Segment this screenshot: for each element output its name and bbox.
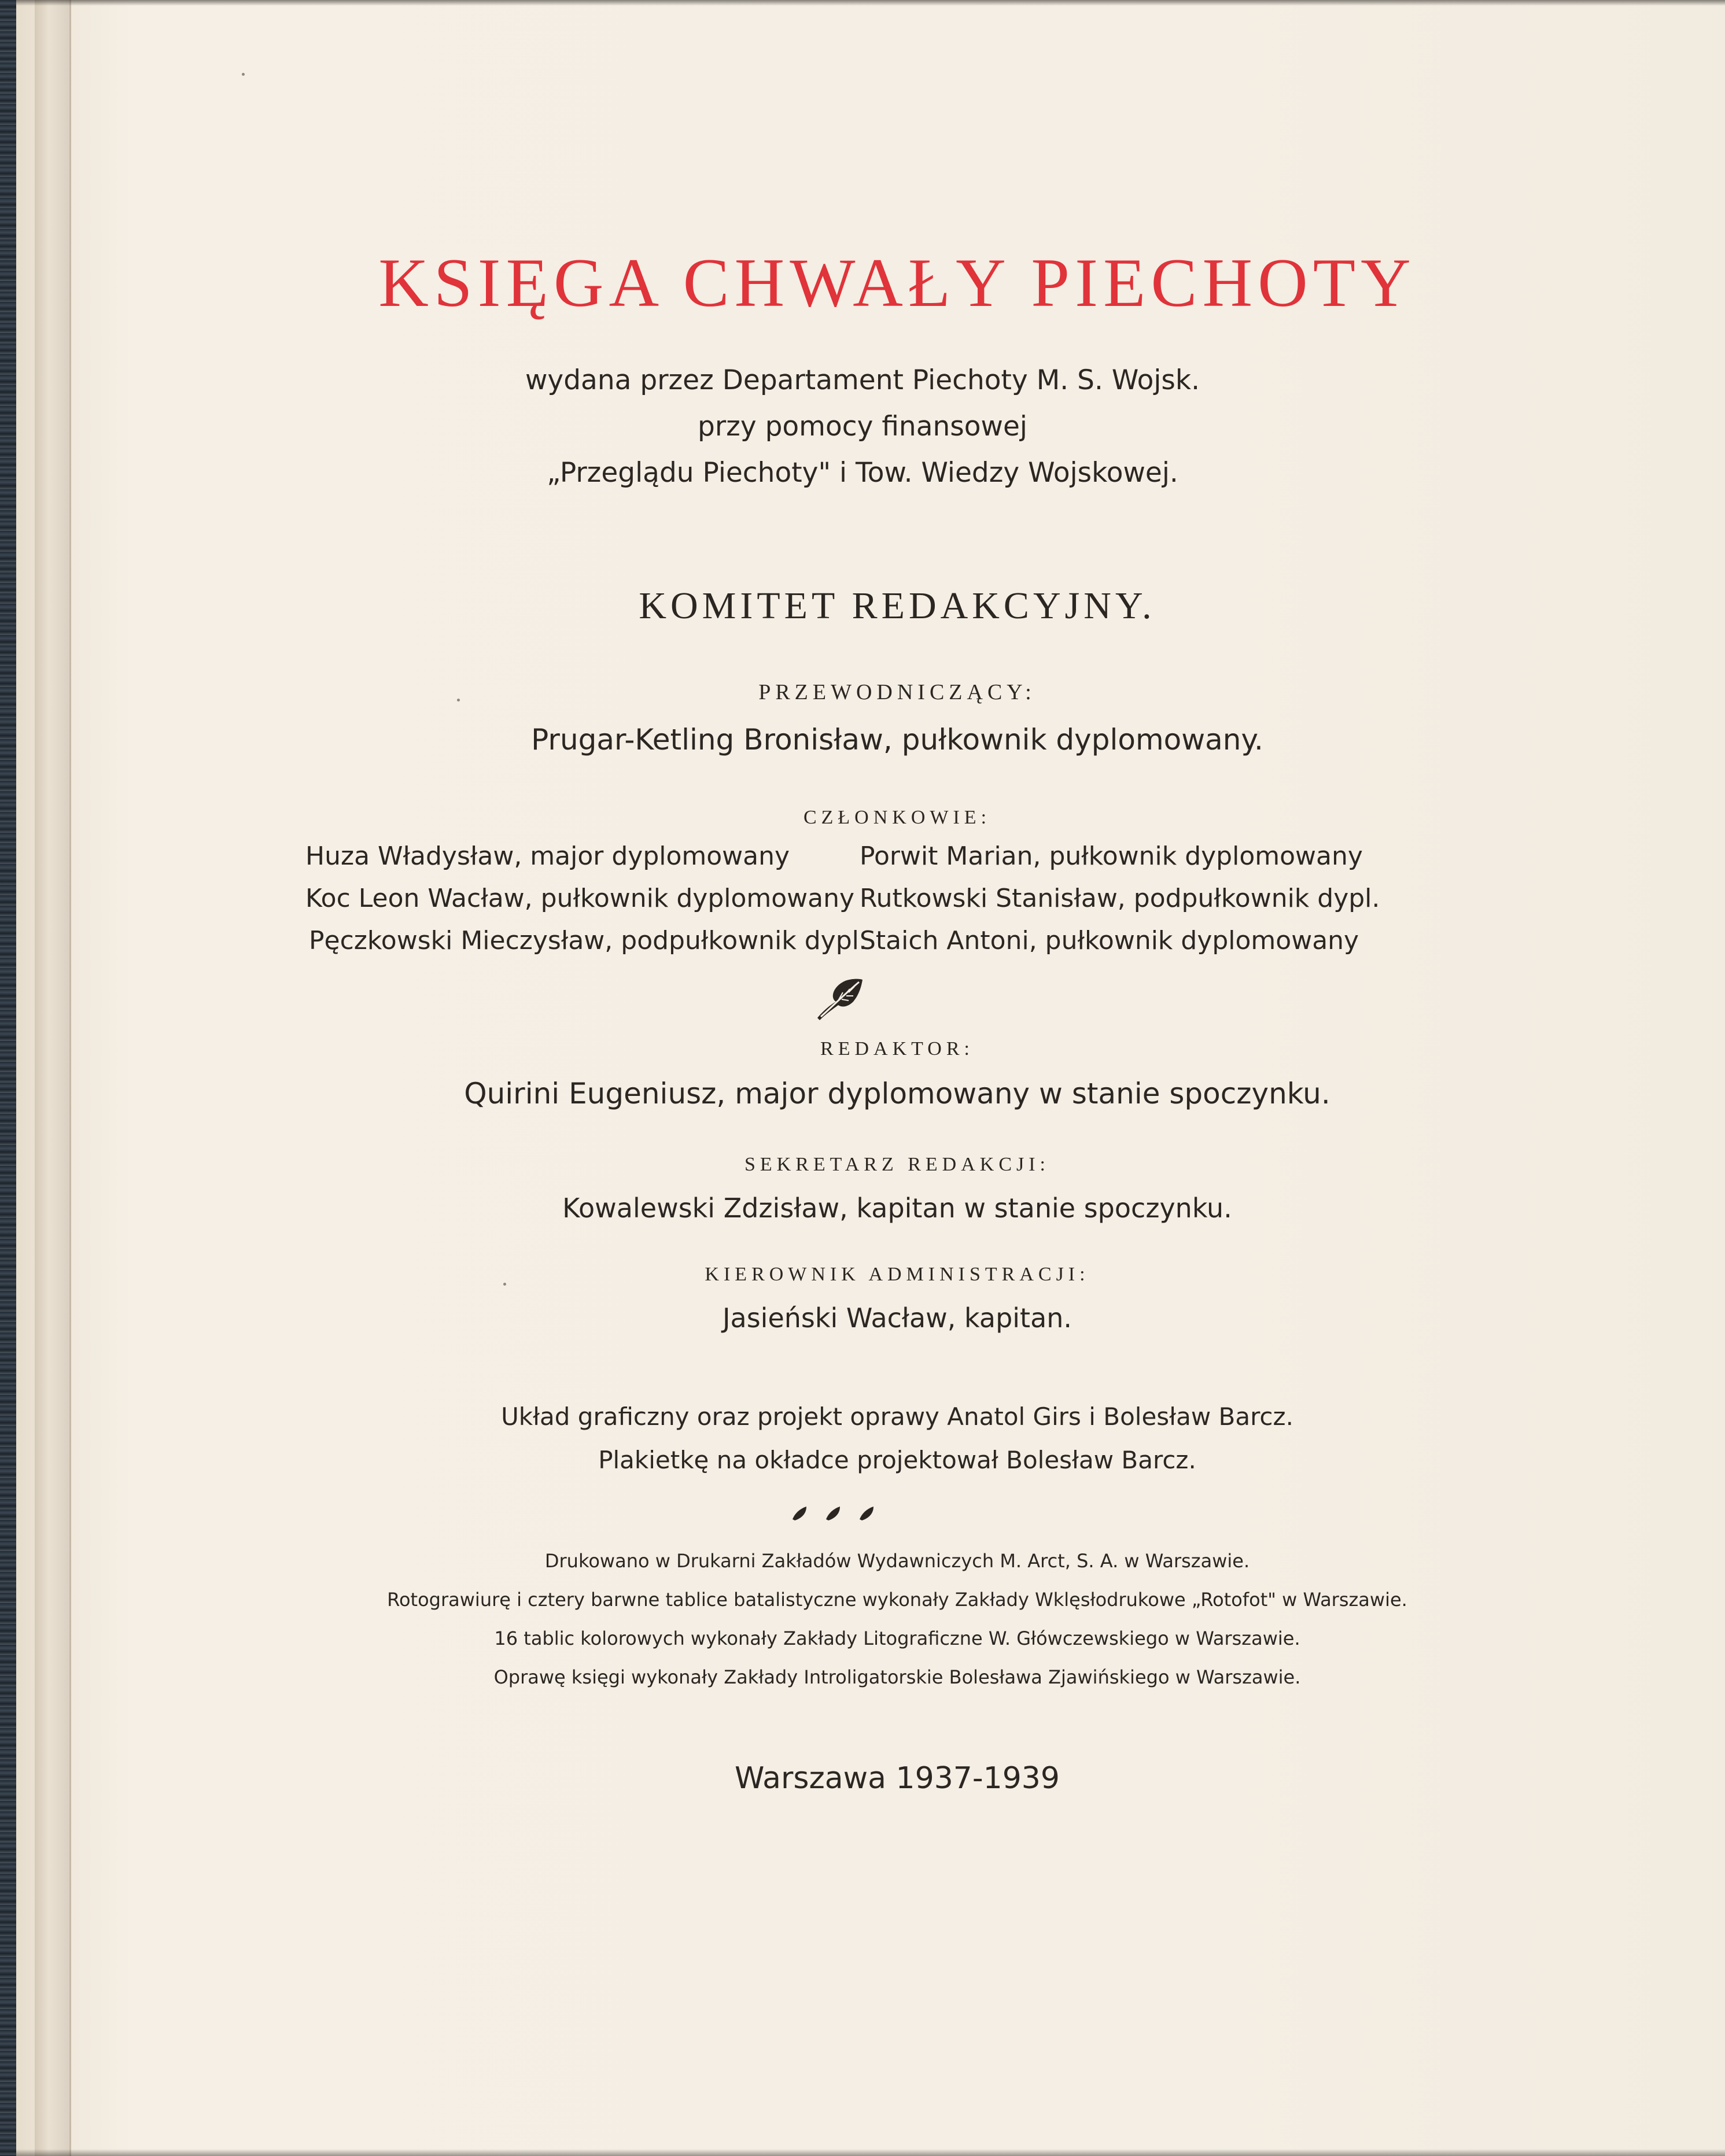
member-left-1: Huza Władysław, major dyplomowany — [305, 841, 790, 871]
member-left-3: Pęczkowski Mieczysław, podpułkownik dypl. — [309, 926, 867, 955]
print-credit-3: 16 tablic kolorowych wykonały Zakłady Litograficzne W. Główczewskiego w Warszawie. — [494, 1627, 1300, 1649]
committee-heading: KOMITET REDAKCYJNY. — [639, 585, 1156, 627]
member-right-2: Rutkowski Stanisław, podpułkownik dypl. — [860, 884, 1380, 913]
chair-label: PRZEWODNICZĄCY: — [758, 680, 1036, 704]
place-and-date: Warszawa 1937-1939 — [735, 1761, 1060, 1796]
page-top-edge — [16, 0, 1725, 6]
print-credit-1: Drukowano w Drukarni Zakładów Wydawniczych M. Arct, S. A. w Warszawie. — [544, 1550, 1250, 1572]
administration-name: Jasieński Wacław, kapitan. — [722, 1302, 1072, 1334]
administration-label: KIEROWNIK ADMINISTRACJI: — [705, 1264, 1090, 1285]
member-right-3: Staich Antoni, pułkownik dyplomowany — [860, 926, 1359, 955]
editor-label: REDAKTOR: — [820, 1038, 974, 1059]
triple-leaf-ornament — [787, 1501, 885, 1524]
secretary-label: SEKRETARZ REDAKCJI: — [744, 1154, 1050, 1175]
leaf-icon — [813, 975, 865, 1021]
print-credit-4: Oprawę księgi wykonały Zakłady Introligatorskie Bolesława Zjawińskiego w Warszawie. — [493, 1666, 1301, 1688]
small-leaf-icon — [860, 1507, 873, 1520]
design-credit-1: Układ graficzny oraz projekt oprawy Anatol Girs i Bolesław Barcz. — [501, 1402, 1293, 1431]
member-left-2: Koc Leon Wacław, pułkownik dyplomowany — [305, 884, 855, 913]
subtitle-line-3: „Przeglądu Piechoty" i Tow. Wiedzy Wojskowej. — [547, 457, 1178, 489]
member-right-1: Porwit Marian, pułkownik dyplomowany — [860, 841, 1363, 871]
page-gutter — [35, 0, 69, 2156]
members-label: CZŁONKOWIE: — [803, 807, 991, 828]
chair-name: Prugar-Ketling Bronisław, pułkownik dyplomowany. — [531, 723, 1263, 756]
small-leaf-icon — [826, 1507, 840, 1520]
page-bottom-edge — [16, 2149, 1725, 2156]
secretary-name: Kowalewski Zdzisław, kapitan w stanie spoczynku. — [562, 1193, 1232, 1224]
paper-speck — [242, 73, 245, 76]
editor-name: Quirini Eugeniusz, major dyplomowany w stanie spoczynku. — [464, 1077, 1330, 1110]
subtitle-line-1: wydana przez Departament Piechoty M. S. Wojsk. — [525, 364, 1200, 396]
print-credit-2: Rotograwiurę i cztery barwne tablice batalistyczne wykonały Zakłady Wklęsłodrukowe „Rotofot" w Warszawie. — [387, 1589, 1407, 1611]
design-credit-2: Plakietkę na okładce projektował Bolesław Barcz. — [598, 1446, 1196, 1474]
small-leaf-icon — [793, 1507, 806, 1520]
subtitle-line-2: przy pomocy finansowej — [698, 411, 1027, 442]
book-title: KSIĘGA CHWAŁY PIECHOTY — [378, 244, 1416, 321]
